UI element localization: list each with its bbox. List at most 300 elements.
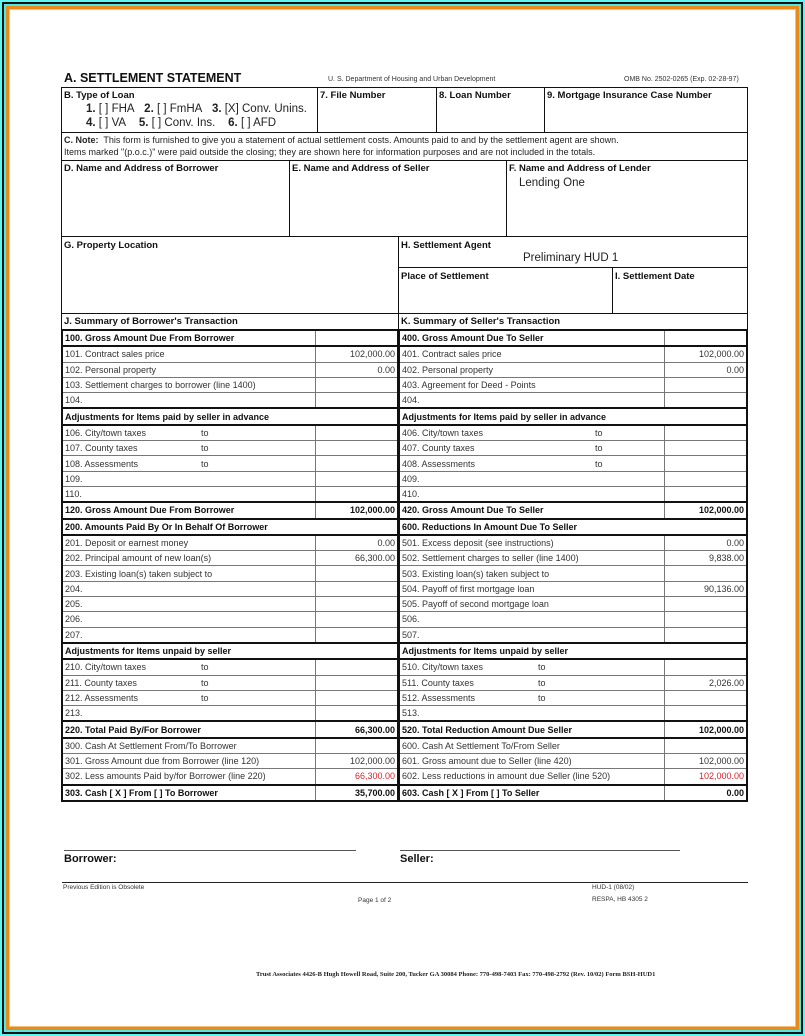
date-range-to-label: to — [595, 443, 603, 454]
loan-option-2-num: 2. — [144, 103, 154, 115]
line-item-text: 110. — [65, 489, 82, 500]
line-item-amount[interactable] — [665, 377, 748, 392]
property-location-label: G. Property Location — [64, 240, 158, 251]
line-item-label — [399, 486, 665, 502]
borrower-transaction-table — [61, 329, 399, 802]
line-item-label — [62, 441, 316, 456]
section-heading: Adjustments for Items unpaid by seller — [62, 643, 398, 659]
line-item-amount[interactable]: 102,000.00 — [316, 754, 399, 769]
line-item-text: 401. Contract sales price — [402, 349, 502, 360]
line-item-amount[interactable] — [665, 441, 748, 456]
loan-option-5-num: 5. — [138, 117, 149, 129]
seller-signature-label: Seller: — [400, 853, 434, 865]
line-item-amount[interactable]: 2,026.00 — [665, 675, 748, 690]
table-row — [62, 675, 398, 690]
table-row — [62, 597, 398, 612]
line-item-amount[interactable]: 102,000.00 — [665, 346, 748, 362]
line-item-amount[interactable]: 102,000.00 — [665, 769, 748, 785]
loan-number-field[interactable] — [436, 87, 545, 133]
line-item-text: 504. Payoff of first mortgage loan — [402, 583, 535, 594]
table-row — [399, 486, 747, 502]
line-item-label — [399, 535, 665, 551]
line-item-label — [399, 566, 665, 581]
line-item-text: 501. Excess deposit (see instructions) — [402, 538, 554, 548]
line-item-text: 601. Gross amount due to Seller (line 420) — [402, 756, 572, 767]
line-item-amount[interactable]: 102,000.00 — [316, 346, 399, 362]
line-item-text: 402. Personal property — [402, 364, 494, 375]
line-item-text: 211. County taxes — [65, 677, 137, 688]
line-item-label — [62, 706, 316, 722]
mortgage-insurance-case-label: 9. Mortgage Insurance Case Number — [547, 90, 712, 101]
line-item-text: 206. — [65, 614, 83, 625]
page-number: Page 1 of 2 — [358, 897, 392, 904]
table-row — [399, 675, 747, 690]
loan-options-row2 — [86, 117, 276, 129]
table-row — [399, 785, 747, 801]
line-item-text: 302. Less amounts Paid by/for Borrower (line 220) — [65, 771, 266, 782]
line-item-label — [399, 425, 665, 441]
table-row — [62, 581, 398, 596]
loan-option-6-num: 6. — [228, 117, 238, 129]
line-item-text: 510. City/town taxes — [402, 662, 484, 673]
borrower-summary-header — [61, 313, 399, 330]
line-item-text: 410. — [402, 489, 420, 500]
line-item-text: 407. County taxes — [402, 443, 475, 454]
line-item-text: 502. Settlement charges to seller (line 1400) — [402, 553, 579, 564]
settlement-date-label: I. Settlement Date — [615, 271, 695, 282]
table-row — [399, 346, 747, 362]
line-item-label — [399, 551, 665, 566]
table-row — [62, 659, 398, 675]
line-item-label — [399, 706, 665, 722]
line-item-label — [62, 486, 316, 502]
table-row — [399, 566, 747, 581]
line-item-label — [399, 377, 665, 392]
file-number-field[interactable] — [317, 87, 437, 133]
line-item-label — [399, 330, 665, 346]
note-line-2: Items marked "(p.o.c.)" were paid outside the closing; they are shown here for information purposes and are not included in the totals. — [64, 147, 596, 157]
line-item-amount[interactable] — [665, 456, 748, 471]
line-item-label — [62, 502, 316, 518]
table-row — [62, 486, 398, 502]
line-item-label — [62, 346, 316, 362]
line-item-label — [62, 377, 316, 392]
line-item-label — [62, 785, 316, 801]
line-item-text: 300. Cash At Settlement From/To Borrower — [65, 740, 237, 751]
date-range-to-label: to — [201, 692, 209, 703]
date-range-to-label: to — [595, 458, 603, 469]
line-item-text: 108. Assessments — [65, 458, 139, 469]
line-item-label — [62, 551, 316, 566]
table-row — [399, 690, 747, 705]
line-item-text: 120. Gross Amount Due From Borrower — [65, 505, 235, 516]
line-item-amount[interactable] — [316, 425, 399, 441]
table-row — [399, 597, 747, 612]
line-item-label — [399, 456, 665, 471]
line-item-text: 109. — [65, 473, 83, 484]
date-range-to-label: to — [538, 677, 546, 688]
line-item-label — [62, 627, 316, 643]
line-item-label — [62, 675, 316, 690]
line-item-amount[interactable] — [665, 612, 748, 627]
line-item-amount[interactable] — [665, 330, 748, 346]
line-item-label — [62, 566, 316, 581]
line-item-amount[interactable]: 102,000.00 — [316, 502, 399, 518]
line-item-text: 404. — [402, 395, 420, 406]
table-row — [399, 551, 747, 566]
line-item-amount[interactable] — [316, 659, 399, 675]
loan-option-3-num: 3. — [211, 103, 222, 115]
line-item-label — [62, 535, 316, 551]
line-item-text: 210. City/town taxes — [65, 662, 147, 673]
line-item-text: 505. Payoff of second mortgage loan — [402, 599, 549, 610]
seller-name-address-field[interactable] — [289, 160, 507, 237]
line-item-text: 603. Cash [ X ] From [ ] To Seller — [402, 787, 540, 798]
line-item-amount[interactable] — [665, 393, 748, 409]
line-item-amount[interactable]: 0.00 — [316, 362, 399, 377]
settlement-agent-value: Preliminary HUD 1 — [523, 252, 619, 264]
section-heading: Adjustments for Items paid by seller in advance — [62, 408, 398, 424]
line-item-text: 520. Total Reduction Amount Due Seller — [402, 724, 573, 735]
line-item-amount[interactable] — [665, 566, 748, 581]
line-item-amount[interactable] — [316, 738, 399, 754]
line-item-label — [399, 471, 665, 486]
department-label: U. S. Department of Housing and Urban Development — [328, 76, 496, 83]
table-row — [399, 377, 747, 392]
seller-signature-line[interactable] — [400, 850, 680, 851]
place-of-settlement-label: Place of Settlement — [401, 271, 489, 282]
line-item-text: 513. — [402, 708, 420, 719]
line-item-amount[interactable] — [665, 425, 748, 441]
line-item-amount[interactable]: 102,000.00 — [665, 502, 748, 518]
line-item-amount[interactable]: 66,300.00 — [316, 551, 399, 566]
line-item-text: 420. Gross Amount Due To Seller — [402, 505, 544, 516]
line-item-label — [62, 612, 316, 627]
line-item-amount[interactable] — [316, 706, 399, 722]
loan-option-afd[interactable]: [ ] AFD — [240, 117, 277, 129]
line-item-label — [62, 597, 316, 612]
table-row — [62, 330, 398, 346]
loan-option-fmha[interactable]: [ ] FmHA — [156, 103, 203, 115]
line-item-label — [62, 456, 316, 471]
previous-edition-note: Previous Edition is Obsolete — [63, 884, 145, 891]
date-range-to-label: to — [201, 427, 209, 438]
line-item-label — [399, 675, 665, 690]
line-item-text: 204. — [65, 583, 83, 594]
mortgage-insurance-case-field[interactable] — [544, 87, 748, 133]
line-item-label — [62, 659, 316, 675]
line-item-amount[interactable]: 102,000.00 — [665, 754, 748, 769]
line-item-text: 107. County taxes — [65, 443, 138, 454]
line-item-amount[interactable] — [316, 393, 399, 409]
line-item-text: 409. — [402, 473, 420, 484]
trust-associates-footer: Trust Associates 4426-B Hugh Howell Road, Suite 200, Tucker GA 30084 Phone: 770-498-7403 Fax: 770-498-2792 (Rev. 10/02) Form BSH-HUD1 — [256, 971, 656, 978]
line-item-label — [62, 393, 316, 409]
table-row — [399, 441, 747, 456]
line-item-text: 205. — [65, 599, 83, 610]
line-item-label — [399, 769, 665, 785]
section-heading: Adjustments for Items paid by seller in advance — [399, 408, 747, 424]
line-item-text: 202. Principal amount of new loan(s) — [65, 553, 212, 564]
line-item-label — [62, 330, 316, 346]
table-row — [399, 535, 747, 551]
type-of-loan-label: B. Type of Loan — [64, 90, 135, 101]
line-item-text: 400. Gross Amount Due To Seller — [402, 333, 544, 344]
note-line-1 — [64, 135, 619, 145]
line-item-amount[interactable] — [665, 738, 748, 754]
line-item-amount[interactable]: 90,136.00 — [665, 581, 748, 596]
form-id: HUD-1 (08/02) — [592, 884, 635, 891]
table-row — [399, 769, 747, 785]
date-range-to-label: to — [595, 427, 603, 438]
line-item-amount[interactable] — [665, 597, 748, 612]
line-item-label — [399, 754, 665, 769]
line-item-amount[interactable]: 0.00 — [665, 785, 748, 801]
line-item-label — [399, 597, 665, 612]
line-item-label — [62, 721, 316, 737]
borrower-name-address-field[interactable] — [61, 160, 290, 237]
section-heading: 600. Reductions In Amount Due To Seller — [399, 519, 747, 535]
line-item-text: 106. City/town taxes — [65, 427, 147, 438]
table-row — [62, 738, 398, 754]
table-row — [399, 408, 747, 424]
line-item-amount[interactable] — [665, 690, 748, 705]
line-item-label — [399, 581, 665, 596]
line-item-amount[interactable] — [316, 597, 399, 612]
table-row — [62, 441, 398, 456]
line-item-text: 303. Cash [ X ] From [ ] To Borrower — [65, 787, 218, 798]
table-row — [399, 659, 747, 675]
line-item-text: 301. Gross Amount due from Borrower (line 120) — [65, 756, 260, 767]
footer-divider — [62, 882, 748, 883]
line-item-amount[interactable] — [665, 471, 748, 486]
seller-summary-title: K. Summary of Seller's Transaction — [401, 316, 561, 327]
line-item-text: 507. — [402, 629, 420, 640]
table-row — [62, 612, 398, 627]
line-item-label — [399, 721, 665, 737]
line-item-text: 511. County taxes — [402, 677, 474, 688]
line-item-label — [62, 769, 316, 785]
table-row — [399, 362, 747, 377]
line-item-amount[interactable]: 0.00 — [665, 362, 748, 377]
note-label: C. Note: — [64, 135, 99, 145]
line-item-label — [399, 785, 665, 801]
table-row — [62, 535, 398, 551]
table-row — [399, 471, 747, 486]
table-row — [62, 425, 398, 441]
table-row — [399, 627, 747, 643]
table-row — [62, 566, 398, 581]
line-item-amount[interactable]: 66,300.00 — [316, 721, 399, 737]
table-row — [399, 612, 747, 627]
section-heading: 200. Amounts Paid By Or In Behalf Of Borrower — [62, 519, 398, 535]
table-row — [399, 330, 747, 346]
seller-summary-header — [398, 313, 748, 330]
line-item-amount[interactable]: 0.00 — [665, 535, 748, 551]
line-item-label — [62, 471, 316, 486]
line-item-text: 207. — [65, 629, 83, 640]
line-item-amount[interactable] — [316, 456, 399, 471]
table-row — [62, 393, 398, 409]
table-row — [62, 362, 398, 377]
line-item-amount[interactable] — [316, 330, 399, 346]
place-of-settlement-field[interactable] — [398, 267, 613, 314]
section-heading: Adjustments for Items unpaid by seller — [399, 643, 747, 659]
lender-name-address-label: F. Name and Address of Lender — [509, 163, 651, 174]
table-row — [62, 706, 398, 722]
loan-option-va[interactable]: [ ] VA — [98, 117, 127, 129]
line-item-label — [399, 738, 665, 754]
line-item-text: 408. Assessments — [402, 458, 476, 469]
file-number-label: 7. File Number — [320, 90, 386, 101]
line-item-amount[interactable] — [316, 627, 399, 643]
line-item-text: 213. — [65, 708, 83, 719]
line-item-text: 102. Personal property — [65, 364, 157, 375]
loan-option-fha[interactable]: [ ] FHA — [98, 103, 135, 115]
seller-name-address-label: E. Name and Address of Seller — [292, 163, 430, 174]
line-item-label — [399, 393, 665, 409]
date-range-to-label: to — [201, 677, 209, 688]
table-row — [62, 502, 398, 518]
seller-transaction-table — [398, 329, 748, 802]
line-item-text: 100. Gross Amount Due From Borrower — [65, 333, 235, 344]
table-row — [62, 769, 398, 785]
line-item-label — [399, 362, 665, 377]
loan-option-conv-unins[interactable]: [X] Conv. Unins. — [224, 103, 307, 115]
line-item-text: 103. Settlement charges to borrower (line 1400) — [65, 380, 256, 391]
line-item-label — [399, 502, 665, 518]
line-item-text: 220. Total Paid By/For Borrower — [65, 724, 201, 735]
line-item-label — [62, 425, 316, 441]
loan-options-row1 — [86, 103, 307, 115]
line-item-label — [62, 362, 316, 377]
table-row — [62, 551, 398, 566]
line-item-amount[interactable] — [316, 471, 399, 486]
table-row — [62, 785, 398, 801]
loan-option-conv-ins[interactable]: [ ] Conv. Ins. — [151, 117, 216, 129]
loan-option-4-num: 4. — [86, 117, 96, 129]
table-row — [399, 706, 747, 722]
line-item-text: 201. Deposit or earnest money — [65, 538, 189, 548]
property-location-field[interactable] — [61, 236, 399, 314]
line-item-amount[interactable] — [316, 441, 399, 456]
settlement-agent-field[interactable] — [398, 236, 748, 268]
table-row — [62, 408, 398, 424]
line-item-text: 104. — [65, 395, 83, 406]
table-row — [62, 643, 398, 659]
line-item-amount[interactable] — [665, 486, 748, 502]
borrower-summary-title: J. Summary of Borrower's Transaction — [64, 316, 238, 327]
table-row — [399, 581, 747, 596]
line-item-label — [399, 659, 665, 675]
table-row — [399, 643, 747, 659]
line-item-label — [62, 738, 316, 754]
settlement-agent-label: H. Settlement Agent — [401, 240, 491, 251]
borrower-signature-label: Borrower: — [64, 853, 117, 865]
line-item-amount[interactable] — [316, 612, 399, 627]
table-row — [399, 721, 747, 737]
table-row — [399, 502, 747, 518]
line-item-text: 212. Assessments — [65, 692, 139, 703]
table-row — [399, 754, 747, 769]
date-range-to-label: to — [201, 458, 209, 469]
line-item-amount[interactable]: 0.00 — [316, 535, 399, 551]
line-item-text: 503. Existing loan(s) taken subject to — [402, 568, 550, 579]
line-item-amount[interactable]: 35,700.00 — [316, 785, 399, 801]
line-item-amount[interactable] — [665, 659, 748, 675]
table-row — [399, 519, 747, 535]
date-range-to-label: to — [201, 443, 209, 454]
line-item-label — [62, 690, 316, 705]
line-item-label — [399, 627, 665, 643]
line-item-text: 602. Less reductions in amount due Seller (line 520) — [402, 771, 611, 782]
date-range-to-label: to — [538, 662, 546, 673]
page-title: A. SETTLEMENT STATEMENT — [64, 71, 242, 85]
line-item-text: 101. Contract sales price — [65, 349, 165, 360]
table-row — [62, 627, 398, 643]
table-row — [62, 754, 398, 769]
table-row — [399, 393, 747, 409]
line-item-label — [62, 581, 316, 596]
date-range-to-label: to — [201, 662, 209, 673]
line-item-text: 600. Cash At Settlement To/From Seller — [402, 740, 560, 751]
table-row — [62, 519, 398, 535]
line-item-amount[interactable]: 9,838.00 — [665, 551, 748, 566]
line-item-amount[interactable] — [316, 675, 399, 690]
line-item-label — [399, 690, 665, 705]
table-row — [399, 738, 747, 754]
line-item-text: 203. Existing loan(s) taken subject to — [65, 568, 213, 579]
loan-option-1-num: 1. — [86, 103, 96, 115]
line-item-text: 403. Agreement for Deed - Points — [402, 380, 536, 391]
table-row — [399, 425, 747, 441]
lender-name-address-field[interactable] — [506, 160, 748, 237]
line-item-amount[interactable] — [316, 486, 399, 502]
line-item-amount[interactable] — [665, 706, 748, 722]
borrower-name-address-label: D. Name and Address of Borrower — [64, 163, 219, 174]
table-row — [62, 471, 398, 486]
line-item-amount[interactable] — [665, 627, 748, 643]
line-item-amount[interactable] — [316, 690, 399, 705]
date-range-to-label: to — [538, 692, 546, 703]
settlement-date-field[interactable] — [612, 267, 748, 314]
table-row — [62, 377, 398, 392]
line-item-text: 406. City/town taxes — [402, 427, 484, 438]
line-item-amount[interactable] — [316, 566, 399, 581]
table-row — [62, 721, 398, 737]
borrower-signature-line[interactable] — [64, 850, 356, 851]
line-item-amount[interactable]: 102,000.00 — [665, 721, 748, 737]
table-row — [62, 456, 398, 471]
omb-number: OMB No. 2502-0265 (Exp. 02-28-97) — [624, 76, 739, 83]
line-item-text: 506. — [402, 614, 420, 625]
lender-name-value: Lending One — [519, 177, 585, 189]
respa-reference: RESPA, HB 4305 2 — [592, 896, 648, 903]
table-row — [62, 346, 398, 362]
line-item-amount[interactable]: 66,300.00 — [316, 769, 399, 785]
line-item-amount[interactable] — [316, 581, 399, 596]
line-item-label — [399, 346, 665, 362]
line-item-amount[interactable] — [316, 377, 399, 392]
loan-number-label: 8. Loan Number — [439, 90, 511, 101]
line-item-label — [399, 441, 665, 456]
note-box — [61, 132, 748, 161]
type-of-loan-box — [61, 87, 318, 133]
table-row — [62, 690, 398, 705]
line-item-label — [62, 754, 316, 769]
note-text-1: This form is furnished to give you a statement of actual settlement costs. Amounts paid to and by the settlement agent are shown. — [103, 135, 619, 145]
line-item-label — [399, 612, 665, 627]
